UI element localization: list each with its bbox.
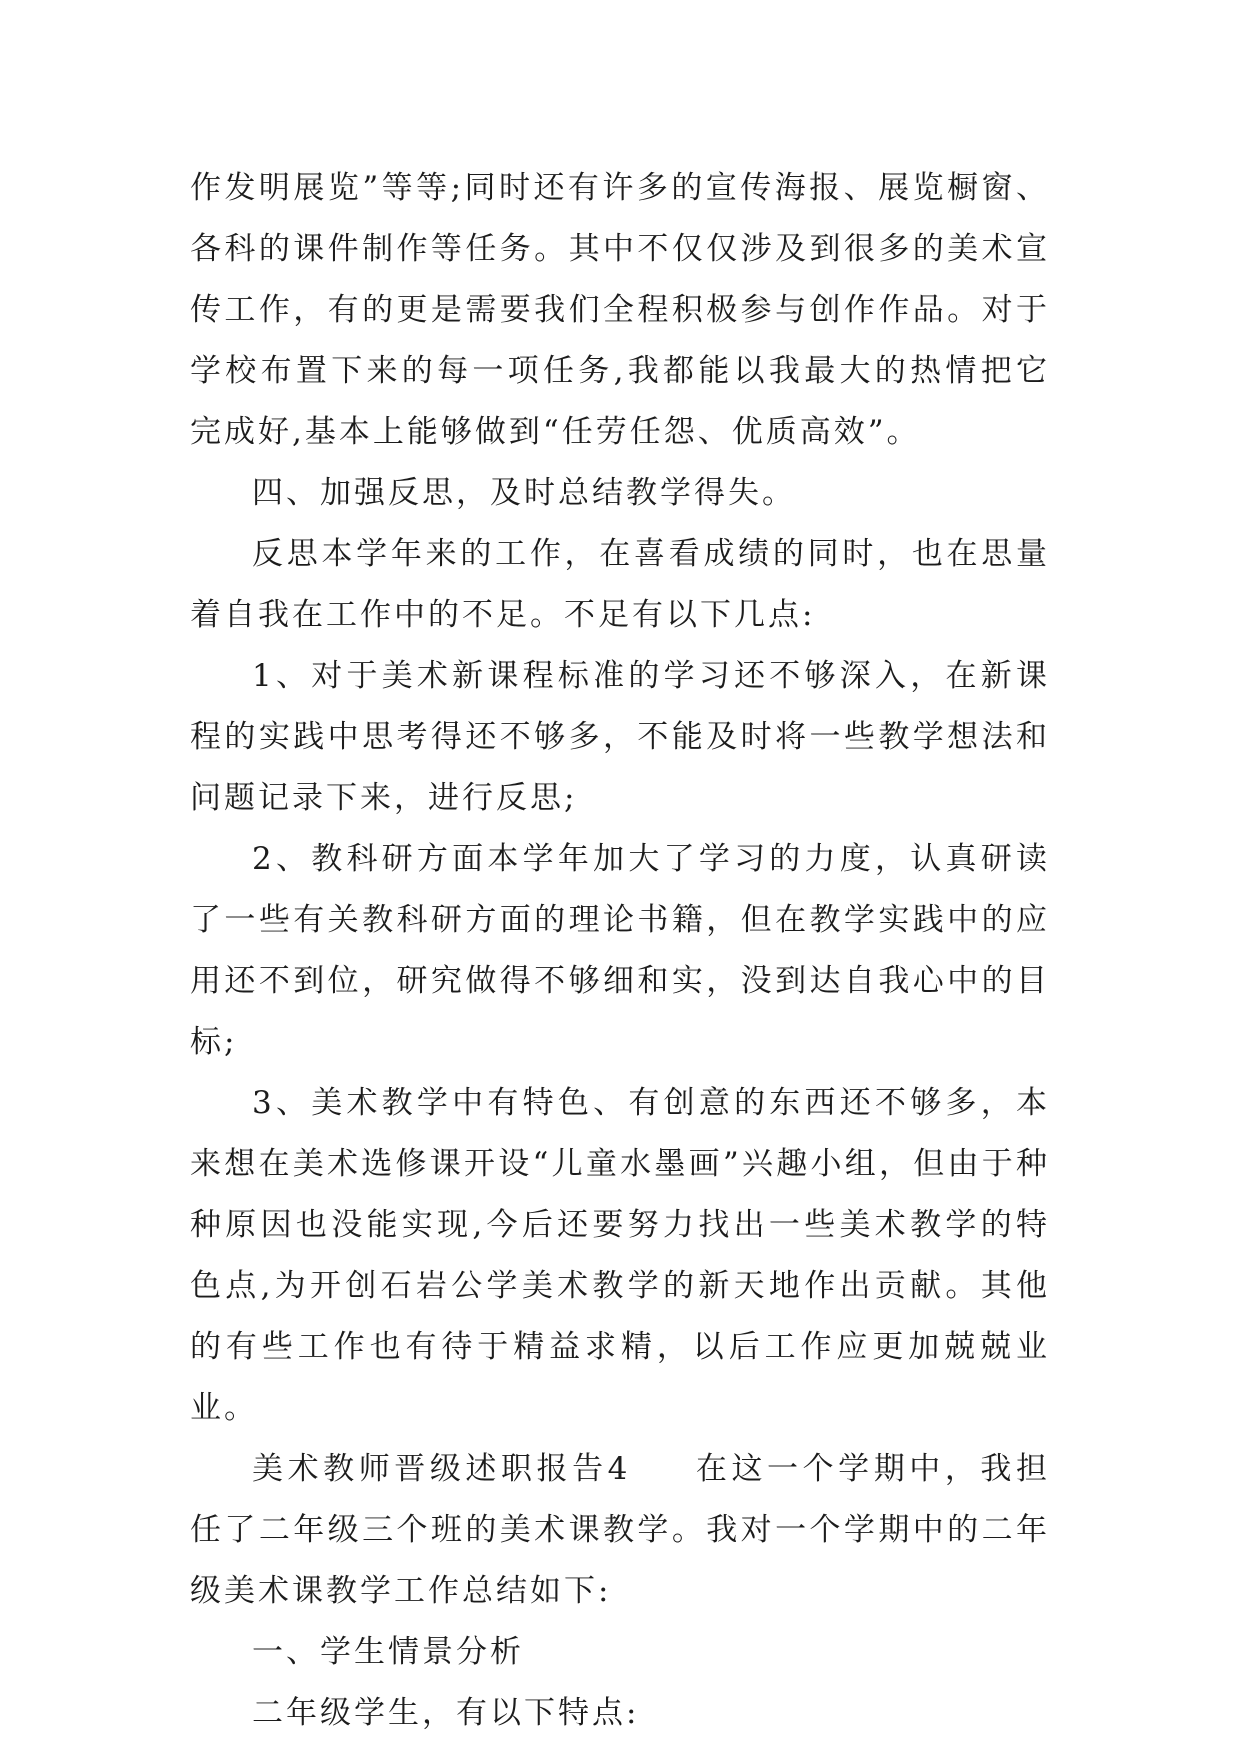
paragraph-point-two: 2、教科研方面本学年加大了学习的力度，认真研读了一些有关教科研方面的理论书籍，但在教学实践中的应用还不到位，研究做得不够细和实，没到达自我心中的目标; bbox=[190, 841, 1050, 1060]
paragraph-student-traits: 二年级学生，有以下特点: bbox=[252, 1695, 640, 1731]
paragraph-continuation: 作发明展览”等等;同时还有许多的宣传海报、展览橱窗、各科的课件制作等任务。其中不仅仅涉及到很多的美术宣传工作，有的更是需要我们全程积极参与创作作品。对于学校布置下来的每一项任务,我都能以我最大的热情把它完成好,基本上能够做到“任劳任怨、优质高效”。 bbox=[190, 170, 1050, 450]
paragraph-point-three: 3、美术教学中有特色、有创意的东西还不够多，本来想在美术选修课开设“儿童水墨画”兴趣小组，但由于种种原因也没能实现,今后还要努力找出一些美术教学的特色点,为开创石岩公学美术教学的新天地作出贡献。其他的有些工作也有待于精益求精，以后工作应更加兢兢业业。 bbox=[190, 1085, 1050, 1426]
paragraph-point-one: 1、对于美术新课程标准的学习还不够深入，在新课程的实践中思考得还不够多，不能及时将一些教学想法和问题记录下来，进行反思; bbox=[190, 658, 1050, 816]
paragraph-section-four-heading: 四、加强反思，及时总结教学得失。 bbox=[252, 475, 796, 511]
report-heading: 美术教师晋级述职报告4 bbox=[252, 1451, 631, 1487]
document-body bbox=[190, 158, 1050, 1744]
paragraph-reflection: 反思本学年来的工作，在喜看成绩的同时，也在思量着自我在工作中的不足。不足有以下几点: bbox=[190, 536, 1050, 633]
paragraph-section-one-heading: 一、学生情景分析 bbox=[252, 1634, 524, 1670]
paragraph-report-four bbox=[190, 1439, 1050, 1622]
report-intro: 在这一个学期中，我担任了二年级三个班的美术课教学。我对一个学期中的二年级美术课教学工作总结如下: bbox=[190, 1451, 1050, 1609]
